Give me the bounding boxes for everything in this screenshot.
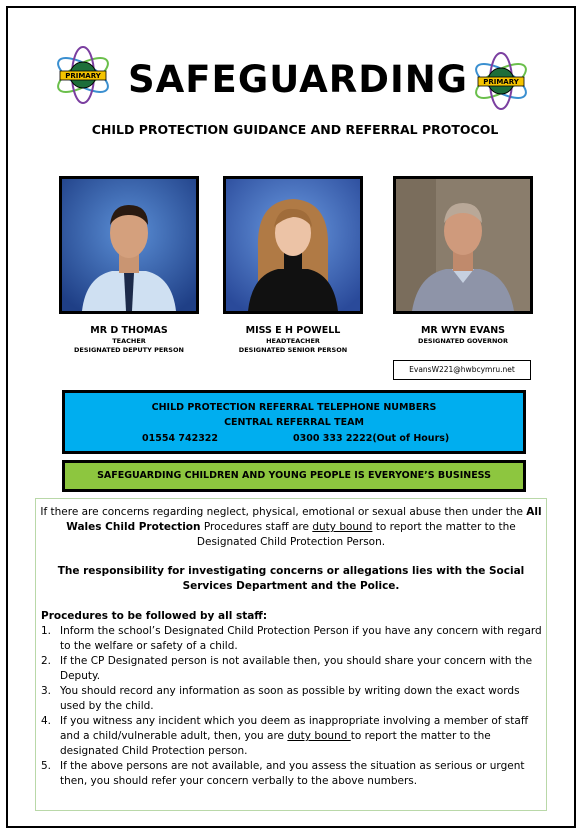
referral-heading: CHILD PROTECTION REFERRAL TELEPHONE NUMBERS	[151, 402, 437, 413]
staff-caption-powell	[213, 325, 373, 354]
list-item: 2. If the CP Designated person is not available then, you should share your concern with the Deputy.	[41, 655, 533, 682]
staff-caption-evans	[383, 325, 543, 346]
staff-name: MR WYN EVANS	[420, 325, 506, 336]
referral-numbers-box	[62, 390, 526, 454]
procedures-list	[41, 624, 544, 789]
svg-text:PRIMARY: PRIMARY	[483, 78, 519, 86]
staff-role: DESIGNATED GOVERNOR	[418, 337, 508, 345]
page-title: SAFEGUARDING	[128, 58, 469, 101]
photo-mr-wyn-evans	[393, 176, 533, 314]
page-subtitle: CHILD PROTECTION GUIDANCE AND REFERRAL PROTOCOL	[91, 122, 499, 137]
list-item: 3. You should record any information as soon as possible by writing down the exact words used by the child.	[41, 685, 520, 712]
list-item: 4. If you witness any incident which you deem as inappropriate involving a member of staff and a child/vulnerable adult, then, you are duty bound to report the matter to the designated Child Protection person.	[41, 715, 529, 757]
staff-role: DESIGNATED DEPUTY PERSON	[74, 345, 184, 354]
list-item: 1. Inform the school’s Designated Child Protection Person if you have any concern with regard to the welfare or safety of a child.	[41, 625, 542, 652]
phone-out-of-hours[interactable]: 0300 333 2222(Out of Hours)	[293, 433, 450, 444]
staff-role: HEADTEACHER	[266, 337, 320, 345]
phone-day[interactable]: 01554 742322	[142, 433, 219, 444]
staff-role: TEACHER	[112, 337, 146, 345]
staff-name: MISS E H POWELL	[245, 325, 341, 336]
governor-email[interactable]: EvansW221@hwbcymru.net	[393, 360, 531, 380]
school-logo-left	[52, 44, 114, 106]
responsibility-paragraph: The responsibility for investigating concerns or allegations lies with the Social Services Department and the Police.	[57, 565, 525, 592]
school-logo-right	[470, 50, 532, 112]
photo-mr-d-thomas	[59, 176, 199, 314]
intro-paragraph: If there are concerns regarding neglect, physical, emotional or sexual abuse then under the All Wales Child Protection Procedures staff are duty bound to report the matter to the Designated Child Protection Person.	[40, 506, 542, 548]
list-item: 5. If the above persons are not available, and you assess the situation as serious or urgent then, you should refer your concern verbally to the above numbers.	[41, 760, 525, 787]
procedures-textbox	[35, 498, 547, 811]
referral-team: CENTRAL REFERRAL TEAM	[224, 417, 364, 428]
everyones-business-banner: SAFEGUARDING CHILDREN AND YOUNG PEOPLE IS EVERYONE’S BUSINESS	[62, 460, 526, 492]
staff-name: MR D THOMAS	[90, 325, 168, 336]
staff-role: DESIGNATED SENIOR PERSON	[238, 345, 348, 354]
staff-caption-thomas	[49, 325, 209, 354]
photo-miss-e-h-powell	[223, 176, 363, 314]
svg-text:PRIMARY: PRIMARY	[65, 72, 101, 80]
procedures-heading: Procedures to be followed by all staff:	[41, 610, 268, 622]
